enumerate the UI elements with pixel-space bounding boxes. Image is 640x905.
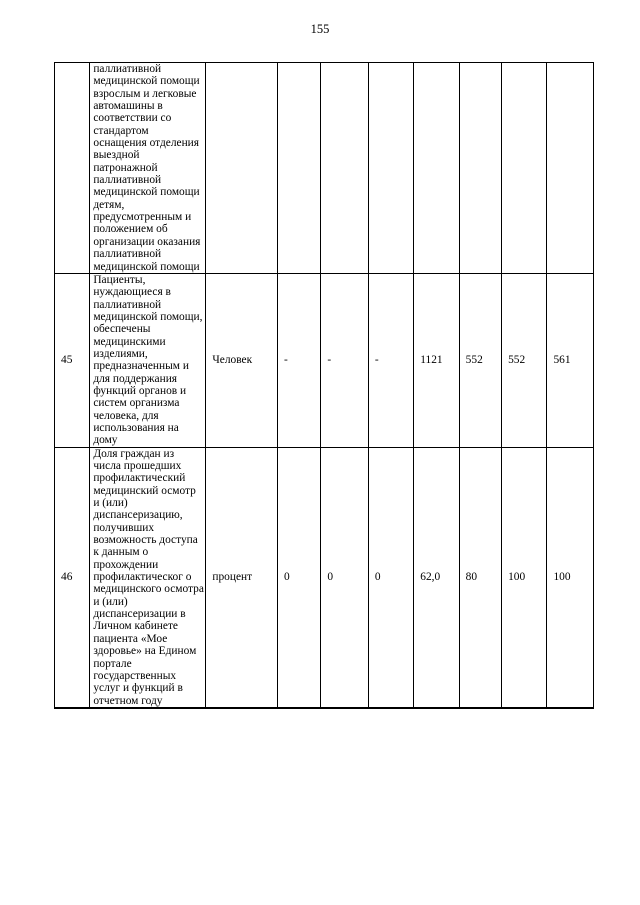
value-cell: 1121 <box>414 273 459 447</box>
value-cell <box>459 63 501 274</box>
value-cell: 80 <box>459 447 501 708</box>
table-row <box>55 63 594 274</box>
value-cell: 100 <box>502 447 547 708</box>
value-cell: 62,0 <box>414 447 459 708</box>
indicator-name: Доля граждан из числа прошедших профилактический медицинский осмотр и (или) диспансеризацию, получивших возможность доступа к данным о прохождении профилактическог о медицинского осмотра и (или) диспансеризации в Личном кабинете пациента «Мое здоровье» на Едином портале государственных услуг и функций в отчетном году <box>90 447 206 708</box>
unit-cell <box>206 63 278 274</box>
value-cell: 561 <box>547 273 594 447</box>
table-row <box>55 447 594 708</box>
table-row <box>55 273 594 447</box>
value-cell: 552 <box>459 273 501 447</box>
row-number: 45 <box>55 273 90 447</box>
value-cell <box>368 63 413 274</box>
value-cell <box>502 63 547 274</box>
value-cell: - <box>321 273 368 447</box>
value-cell <box>321 63 368 274</box>
value-cell: 0 <box>368 447 413 708</box>
value-cell <box>547 63 594 274</box>
page-number: 155 <box>310 22 330 36</box>
row-number: 46 <box>55 447 90 708</box>
value-cell: 0 <box>278 447 321 708</box>
unit-cell: Человек <box>206 273 278 447</box>
value-cell: 0 <box>321 447 368 708</box>
value-cell <box>414 63 459 274</box>
row-number <box>55 63 90 274</box>
indicators-table <box>54 62 594 709</box>
value-cell <box>278 63 321 274</box>
indicator-name: Пациенты, нуждающиеся в паллиативной медицинской помощи, обеспечены медицинскими изделиями, предназначенным и для поддержания функций органов и систем организма человека, для использования на дому <box>90 273 206 447</box>
value-cell: 552 <box>502 273 547 447</box>
unit-cell: процент <box>206 447 278 708</box>
indicator-name: паллиативной медицинской помощи взрослым и легковые автомашины в соответствии со стандартом оснащения отделения выездной патронажной паллиативной медицинской помощи детям, предусмотренным и положением об организации оказания паллиативной медицинской помощи <box>90 63 206 274</box>
value-cell: - <box>368 273 413 447</box>
value-cell: - <box>278 273 321 447</box>
value-cell: 100 <box>547 447 594 708</box>
